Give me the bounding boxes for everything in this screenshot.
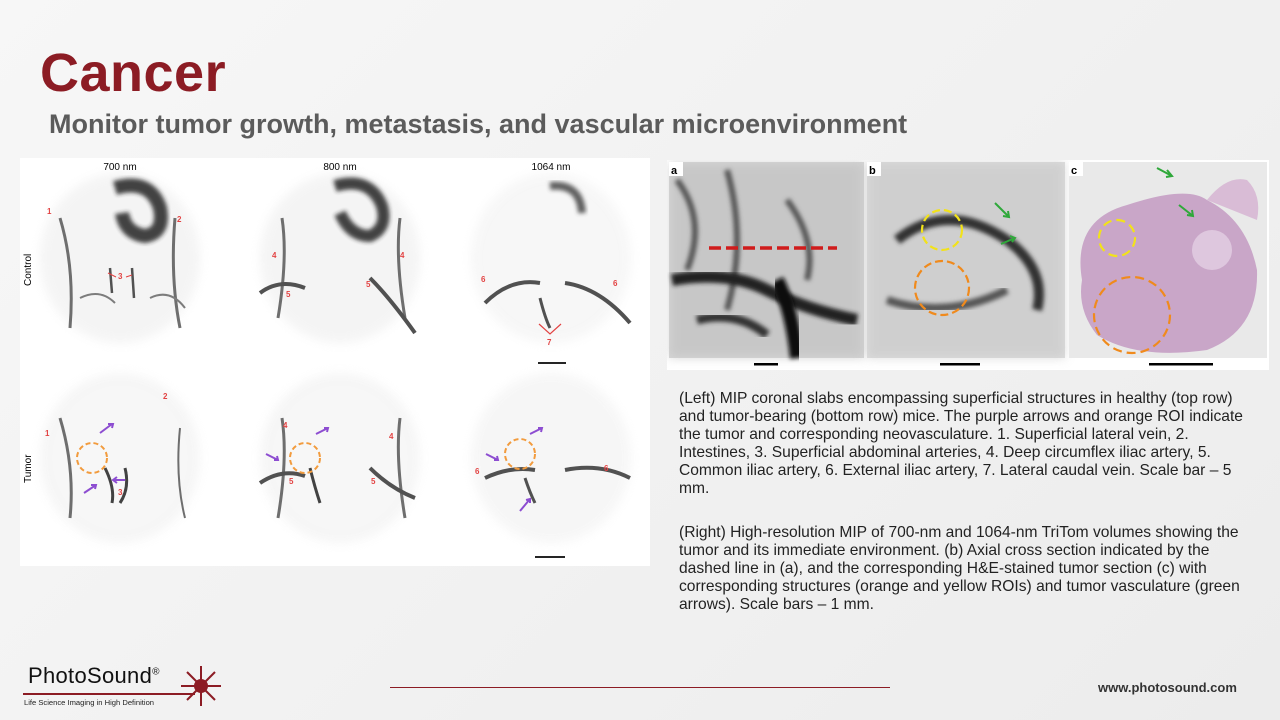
control-800nm-image <box>260 173 420 343</box>
marker-4-control-800-left: 4 <box>272 251 277 260</box>
tumor-1064nm-image <box>471 373 631 558</box>
panel-b-image <box>867 162 1065 366</box>
marker-3: 3 <box>118 272 123 281</box>
tumor-700nm-image <box>40 373 200 543</box>
marker-5-tumor-800-right: 5 <box>371 477 376 486</box>
panel-c-image <box>1069 162 1267 366</box>
right-figure-svg <box>667 160 1269 370</box>
marker-6-tumor-right: 6 <box>604 464 609 473</box>
marker-5-tumor-800-left: 5 <box>289 477 294 486</box>
col-header-700: 700 nm <box>103 162 137 173</box>
photosound-logo[interactable] <box>28 663 160 689</box>
panel-b-label: b <box>869 165 876 177</box>
panel-a-label: a <box>671 165 678 177</box>
marker-7: 7 <box>547 338 552 347</box>
marker-6-control-left: 6 <box>481 275 486 284</box>
logo-name: PhotoSound <box>28 663 153 688</box>
scale-bar-tumor <box>535 556 565 558</box>
control-1064nm-image <box>471 173 631 364</box>
marker-5-control-800-right: 5 <box>366 280 371 289</box>
slide-title: Cancer <box>40 43 227 103</box>
tumor-800nm-image <box>260 373 420 543</box>
logo-registered-mark: ® <box>152 666 160 678</box>
footer-divider <box>390 687 890 688</box>
website-url[interactable]: www.photosound.com <box>1098 680 1237 695</box>
right-figure <box>667 160 1269 370</box>
marker-3-tumor: 3 <box>118 488 123 497</box>
control-700nm-image <box>40 173 200 343</box>
marker-1: 1 <box>47 207 52 216</box>
scale-bar-control <box>538 362 566 364</box>
marker-5-control-800-left: 5 <box>286 290 291 299</box>
marker-4-tumor-800-left: 4 <box>283 421 288 430</box>
marker-2: 2 <box>177 215 182 224</box>
logo-tagline: Life Science Imaging in High Definition <box>24 698 155 707</box>
logo-underline <box>23 693 195 695</box>
col-header-1064: 1064 nm <box>531 162 571 173</box>
marker-6-control-right: 6 <box>613 279 618 288</box>
panel-a-image <box>669 162 864 366</box>
col-header-800: 800 nm <box>323 162 357 173</box>
row-label-tumor: Tumor <box>23 454 34 483</box>
marker-6-tumor-left: 6 <box>475 467 480 476</box>
slide-subtitle: Monitor tumor growth, metastasis, and vascular microenvironment <box>49 109 908 139</box>
left-figure-svg <box>20 158 650 566</box>
panel-c-label: c <box>1071 165 1078 177</box>
marker-4-control-800-right: 4 <box>400 251 405 260</box>
marker-1-tumor: 1 <box>45 429 50 438</box>
description-left: (Left) MIP coronal slabs encompassing superficial structures in healthy (top row) and tumor-bearing (bottom row) mice. The purple arrows and orange ROI indicate the tumor and corresponding neovasculature. 1. Superficial lateral vein, 2. Intestines, 3. Superficial abdominal arteries, 4. Deep circumflex iliac artery, 5. Common iliac artery, 6. External iliac artery, 7. Lateral caudal vein. Scale bar – 5 mm. <box>679 390 1243 497</box>
laser-starburst-icon <box>180 662 222 708</box>
description-right: (Right) High-resolution MIP of 700-nm and 1064-nm TriTom volumes showing the tumor and its immediate environment. (b) Axial cross section indicated by the dashed line in (a), and the corresponding H&E-stained tumor section (c) with corresponding structures (orange and yellow ROIs) and tumor vasculature (green arrows). Scale bars – 1 mm. <box>679 524 1240 613</box>
left-figure <box>20 158 650 566</box>
marker-2-tumor: 2 <box>163 392 168 401</box>
marker-4-tumor-800-right: 4 <box>389 432 394 441</box>
row-label-control: Control <box>23 253 34 286</box>
